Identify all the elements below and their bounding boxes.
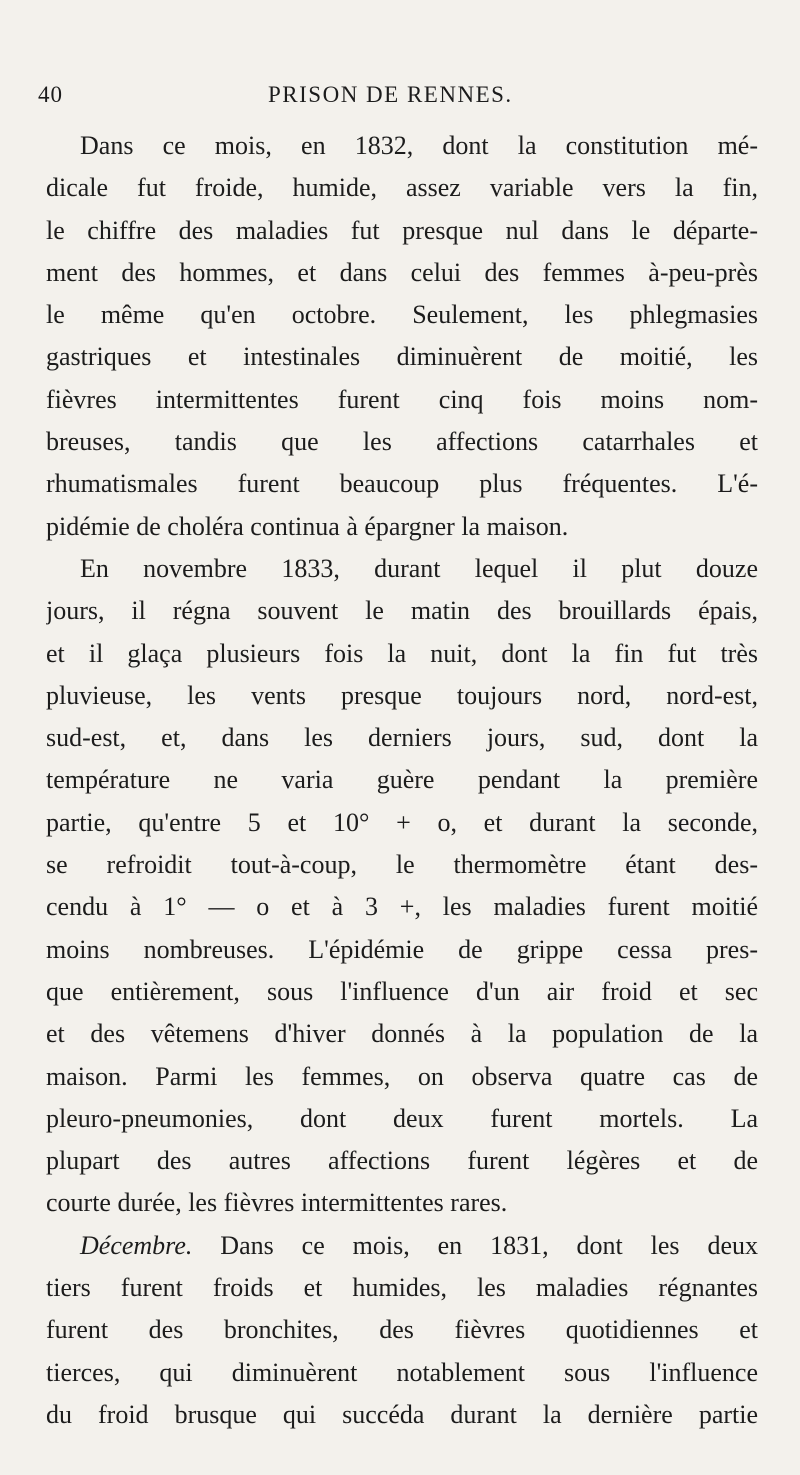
page-header: [38, 82, 760, 116]
text-line: du froid brusque qui succéda durant la dernière partie: [46, 1399, 758, 1429]
text-line: ment des hommes, et dans celui des femmes à-peu-près: [46, 257, 758, 287]
text-line: [46, 1225, 758, 1267]
text-line: et il glaça plusieurs fois la nuit, dont la fin fut très: [46, 638, 758, 668]
text-line: tiers furent froids et humides, les maladies régnantes: [46, 1273, 758, 1303]
text-line: jours, il régna souvent le matin des brouillards épais,: [46, 596, 758, 626]
text-line: En novembre 1833, durant lequel il plut douze: [80, 553, 758, 583]
text-line: Dans ce mois, en 1832, dont la constitution mé-: [80, 131, 758, 160]
text-line: courte durée, les fièvres intermittentes rares.: [46, 1188, 508, 1218]
month-heading: Décembre.: [80, 1230, 193, 1260]
text-line: breuses, tandis que les affections catarrhales et: [46, 427, 758, 457]
text-line: moins nombreuses. L'épidémie de grippe cessa pres-: [46, 934, 758, 964]
text-line: cendu à 1° — o et à 3 +, les maladies furent moitié: [46, 892, 758, 922]
text-line: furent des bronchites, des fièvres quotidiennes et: [46, 1315, 758, 1345]
text-line: dicale fut froide, humide, assez variable vers la fin,: [46, 173, 758, 203]
text-line: pidémie de choléra continua à épargner la maison.: [46, 511, 569, 541]
text-line: et des vêtemens d'hiver donnés à la population de la: [46, 1019, 758, 1049]
text-line: rhumatismales furent beaucoup plus fréquentes. L'é-: [46, 469, 758, 499]
text-line: fièvres intermittentes furent cinq fois moins nom-: [46, 384, 758, 414]
text-line: que entièrement, sous l'influence d'un air froid et sec: [46, 976, 758, 1006]
text-line: température ne varia guère pendant la première: [46, 765, 758, 795]
text-line: plupart des autres affections furent légères et de: [46, 1146, 758, 1176]
text-line: pluvieuse, les vents presque toujours nord, nord-est,: [46, 680, 758, 710]
text-line: pleuro-pneumonies, dont deux furent mortels. La: [46, 1103, 758, 1133]
text-line: se refroidit tout-à-coup, le thermomètre étant des-: [46, 850, 758, 880]
page-number: 40: [38, 82, 63, 107]
text-line: maison. Parmi les femmes, on observa quatre cas de: [46, 1061, 758, 1091]
text-line: le chiffre des maladies fut presque nul dans le départe-: [46, 215, 758, 245]
text-line-rest: Dans ce mois, en 1831, dont les deux: [192, 1230, 758, 1260]
text-line: partie, qu'entre 5 et 10° + o, et durant la seconde,: [46, 807, 758, 837]
text-line: le même qu'en octobre. Seulement, les phlegmasies: [46, 300, 758, 330]
body-text: [46, 125, 758, 1436]
text-line: sud-est, et, dans les derniers jours, sud, dont la: [46, 723, 758, 753]
running-head: PRISON DE RENNES.: [268, 82, 513, 107]
text-line: gastriques et intestinales diminuèrent de moitié, les: [46, 342, 758, 372]
text-line: tierces, qui diminuèrent notablement sous l'influence: [46, 1357, 758, 1387]
